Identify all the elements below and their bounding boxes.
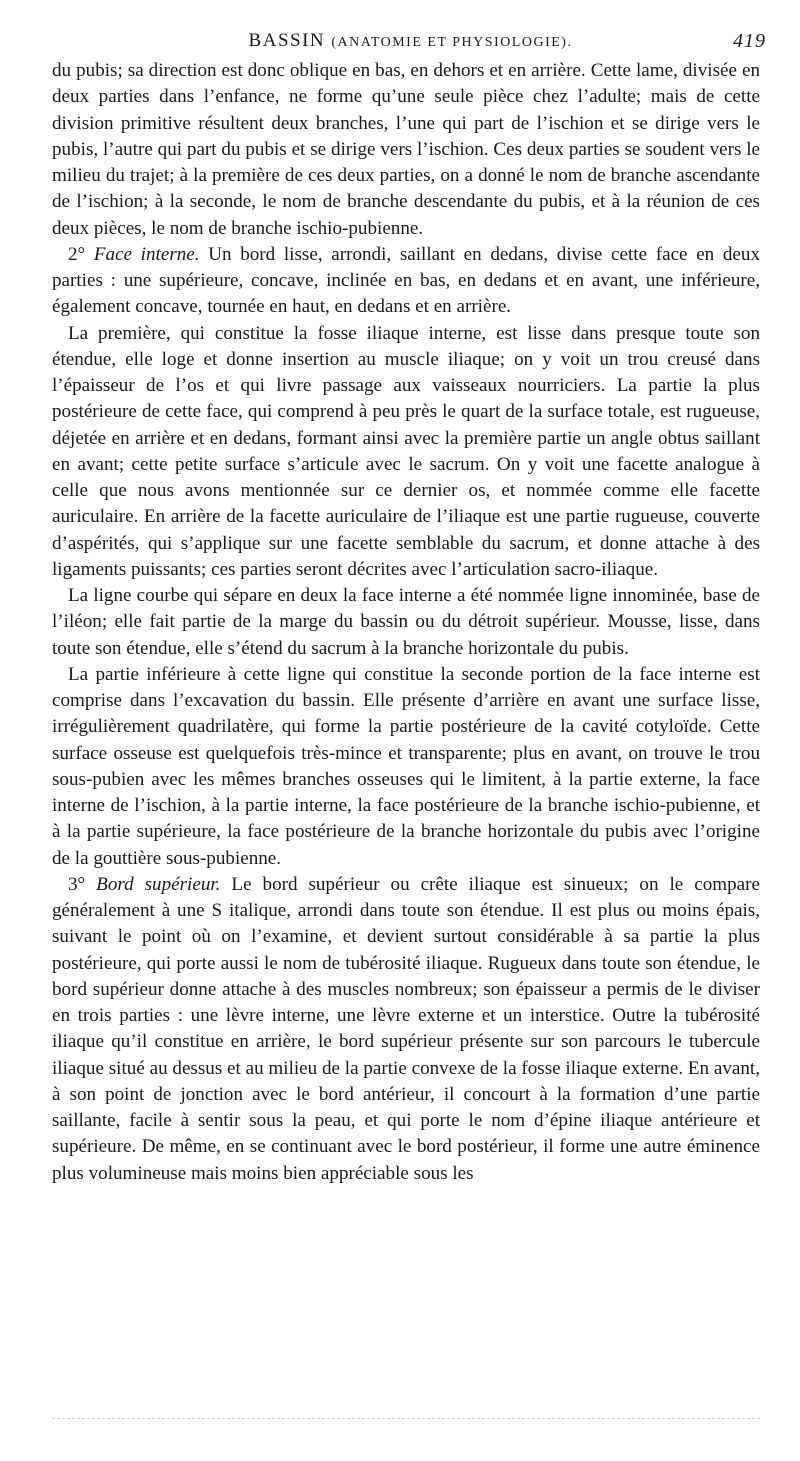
section-heading-face-interne: Face interne. bbox=[93, 243, 200, 265]
header-subtitle: (ANATOMIE ET PHYSIOLOGIE). bbox=[331, 35, 573, 50]
header-title: BASSIN bbox=[248, 30, 326, 51]
section-number: 3° bbox=[68, 873, 97, 895]
paragraph-5-text: La partie inférieure à cette ligne qui constitue la seconde portion de la face interne est comprise dans l’excavation du bassin. Elle présente d’arrière en avant une surface lisse, irrégulièrement quadrilatère, qui forme la partie postérieure de la cavité cotyloïde. Cette surface osseuse est quelquefois très-mince et transparente; plus en avant, on trouve le trou sous-pubien avec les mêmes branches osseuses qui le limitent, à la partie externe, la face interne de l’ischion, à la partie interne, la face postérieure de la branche ischio-pubienne, et à la partie supérieure, la face postérieure de la branche horizontale du pubis avec l’origine de la gouttière sous-pubienne. bbox=[52, 663, 760, 869]
paragraph-2-text: Un bord lisse, arrondi, saillant en dedans, divise cette face en deux parties : une supérieure, concave, inclinée en bas, en dedans et en avant, une inférieure, également concave, tournée en haut, en dedans et en arrière. bbox=[52, 243, 760, 318]
paragraph-1 bbox=[52, 58, 760, 242]
paragraph-4-text: La ligne courbe qui sépare en deux la face interne a été nommée ligne innominée, base de l’iléon; elle fait partie de la marge du bassin ou du détroit supérieur. Mousse, lisse, dans toute son étendue, elle s’étend du sacrum à la branche horizontale du pubis. bbox=[52, 585, 760, 659]
paragraph-2 bbox=[52, 242, 760, 321]
paragraph-1-text: du pubis; sa direction est donc oblique en bas, en dehors et en arrière. Cette lame, divisée en deux parties dans l’enfance, ne forme qu’une seule pièce chez l’adulte; mais de cette division primitive résultent deux branches, l’une qui part de l’ischion et se dirige vers le pubis, l’autre qui part du pubis et se dirige vers l’ischion. Ces deux parties se soudent vers le milieu du trajet; à la première de ces deux parties, on a donné le nom de branche ascendante de l’ischion; à la seconde, le nom de branche descendante du pubis, et à la réunion de ces deux pièces, le nom de branche ischio-pubienne. bbox=[52, 60, 760, 239]
paragraph-4 bbox=[52, 583, 760, 662]
paragraph-5 bbox=[52, 662, 760, 872]
paragraph-6 bbox=[52, 872, 760, 1187]
section-heading-bord-superieur: Bord supérieur. bbox=[96, 873, 221, 895]
page-number: 419 bbox=[733, 30, 766, 52]
bottom-scan-marks bbox=[52, 1418, 760, 1420]
paragraph-6-text: Le bord supérieur ou crête iliaque est sinueux; on le compare généralement à une S italique, arrondi dans toute son étendue. Il est plus ou moins épais, suivant le point où on l’examine, et devient surtout considérable à sa partie la plus postérieure, qui porte aussi le nom de tubérosité iliaque. Rugueux dans toute son étendue, le bord supérieur donne attache à des muscles nombreux; son épaisseur a permis de le diviser en trois parties : une lèvre interne, une lèvre externe et un interstice. Outre la tubérosité iliaque qu’il constitue en arrière, le bord supérieur présente sur son parcours le tubercule iliaque situé au dessus et au milieu de la partie convexe de la fosse iliaque externe. En avant, à son point de jonction avec le bord antérieur, il concourt à la formation d’une partie saillante, facile à sentir sous la peau, et qui porte le nom d’épine iliaque antérieure et supérieure. De même, en se continuant avec le bord postérieur, il forme une autre éminence plus volumineuse mais moins bien appréciable sous les bbox=[52, 873, 760, 1184]
paragraph-3-text: La première, qui constitue la fosse iliaque interne, est lisse dans presque toute son étendue, elle loge et donne insertion au muscle iliaque; on y voit un trou creusé dans l’épaisseur de l’os et qui livre passage aux vaisseaux nourriciers. La partie la plus postérieure de cette face, qui comprend à peu près le quart de la surface totale, est rugueuse, déjetée en arrière et en dedans, formant ainsi avec la première partie un angle obtus saillant en avant; cette petite surface s’articule avec le sacrum. On y voit une facette analogue à celle que nous avons mentionnée sur ce dernier os, et nommée comme elle facette auriculaire. En arrière de la facette auriculaire de l’iliaque est une partie rugueuse, couverte d’aspérités, qui s’applique sur une facette semblable du sacrum, et donne attache à des ligaments puissants; ces parties seront décrites avec l’articulation sacro-iliaque. bbox=[52, 322, 760, 580]
running-head bbox=[55, 30, 766, 56]
section-number: 2° bbox=[68, 243, 94, 265]
running-title bbox=[55, 30, 766, 52]
body-text bbox=[52, 58, 760, 1187]
paragraph-3 bbox=[52, 321, 760, 584]
